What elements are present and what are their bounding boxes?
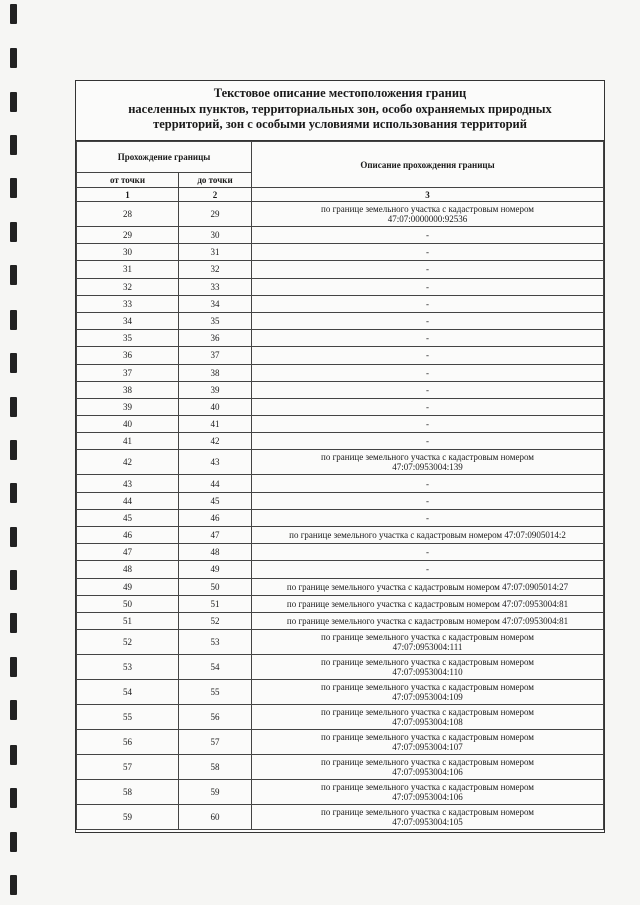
table-row — [77, 364, 604, 381]
title-line-2: населенных пунктов, территориальных зон, особо охраняемых природных — [128, 101, 552, 116]
cell-to-point: 58 — [179, 755, 252, 780]
cell-description — [252, 202, 604, 227]
cell-to-point: 55 — [179, 680, 252, 705]
cell-from-point: 56 — [77, 730, 179, 755]
cell-description — [252, 398, 604, 415]
cell-to-point: 42 — [179, 433, 252, 450]
cell-to-point: 48 — [179, 544, 252, 561]
description-text: - — [426, 367, 429, 378]
cell-from-point: 39 — [77, 398, 179, 415]
table-row — [77, 805, 604, 830]
cell-to-point: 35 — [179, 312, 252, 329]
table-row — [77, 780, 604, 805]
header-boundary-passage: Прохождение границы — [77, 142, 252, 173]
cell-description — [252, 475, 604, 492]
description-text: по границе земельного участка с кадастровым номером — [321, 806, 534, 817]
cell-description — [252, 330, 604, 347]
table-row — [77, 450, 604, 475]
binding-hole — [10, 527, 17, 547]
cell-from-point: 31 — [77, 261, 179, 278]
description-text: по границе земельного участка с кадастровым номером — [321, 706, 534, 717]
description-text: по границе земельного участка с кадастровым номером — [321, 731, 534, 742]
description-text: по границе земельного участка с кадастровым номером — [321, 756, 534, 767]
cell-to-point: 57 — [179, 730, 252, 755]
description-text: по границе земельного участка с кадастровым номером — [321, 656, 534, 667]
table-row — [77, 755, 604, 780]
description-text: - — [426, 401, 429, 412]
table-row — [77, 680, 604, 705]
cell-from-point: 34 — [77, 312, 179, 329]
binding-hole — [10, 265, 17, 285]
cell-from-point: 33 — [77, 295, 179, 312]
cadastral-number: 47:07:0953004:109 — [392, 692, 463, 703]
binding-hole — [10, 48, 17, 68]
cell-description — [252, 680, 604, 705]
description-text: - — [426, 495, 429, 506]
cell-to-point: 37 — [179, 347, 252, 364]
header-col-number-2: 2 — [179, 188, 252, 202]
cell-description — [252, 347, 604, 364]
table-row — [77, 244, 604, 261]
cell-to-point: 39 — [179, 381, 252, 398]
description-text: по границе земельного участка с кадастровым номером 47:07:0905014:27 — [286, 581, 569, 592]
cell-from-point: 32 — [77, 278, 179, 295]
cell-description — [252, 364, 604, 381]
cell-from-point: 51 — [77, 612, 179, 629]
description-text: - — [426, 333, 429, 344]
table-row — [77, 261, 604, 278]
cell-from-point: 46 — [77, 527, 179, 544]
cell-to-point: 52 — [179, 612, 252, 629]
description-text: - — [426, 384, 429, 395]
table-row — [77, 655, 604, 680]
cell-description — [252, 544, 604, 561]
description-text: - — [426, 247, 429, 258]
cell-description — [252, 655, 604, 680]
cell-from-point: 29 — [77, 227, 179, 244]
cell-to-point: 30 — [179, 227, 252, 244]
binding-hole — [10, 178, 17, 198]
cell-description — [252, 433, 604, 450]
cell-to-point: 43 — [179, 450, 252, 475]
cell-description — [252, 705, 604, 730]
cell-to-point: 50 — [179, 578, 252, 595]
table-row — [77, 612, 604, 629]
binding-hole — [10, 483, 17, 503]
cadastral-number: 47:07:0953004:139 — [392, 462, 463, 473]
cell-to-point: 51 — [179, 595, 252, 612]
cell-description — [252, 227, 604, 244]
table-body — [77, 202, 604, 830]
cell-from-point: 47 — [77, 544, 179, 561]
table-row — [77, 202, 604, 227]
cell-to-point: 53 — [179, 630, 252, 655]
cell-from-point: 44 — [77, 492, 179, 509]
binding-hole — [10, 135, 17, 155]
cell-to-point: 47 — [179, 527, 252, 544]
description-text: по границе земельного участка с кадастровым номером 47:07:0953004:81 — [286, 616, 569, 627]
cell-description — [252, 244, 604, 261]
description-text: - — [426, 436, 429, 447]
cell-to-point: 41 — [179, 416, 252, 433]
table-row — [77, 509, 604, 526]
cadastral-number: 47:07:0953004:108 — [392, 717, 463, 728]
binding-hole — [10, 92, 17, 112]
table-row — [77, 578, 604, 595]
table-row — [77, 475, 604, 492]
table-row — [77, 527, 604, 544]
table-row — [77, 492, 604, 509]
cell-description — [252, 295, 604, 312]
cell-from-point: 28 — [77, 202, 179, 227]
description-text: по границе земельного участка с кадастровым номером — [321, 781, 534, 792]
description-text: по границе земельного участка с кадастровым номером — [321, 451, 534, 462]
cell-from-point: 37 — [77, 364, 179, 381]
cell-description — [252, 416, 604, 433]
document-page — [75, 80, 605, 833]
cell-description — [252, 630, 604, 655]
cell-from-point: 59 — [77, 805, 179, 830]
description-text: по границе земельного участка с кадастровым номером — [321, 681, 534, 692]
table-row — [77, 312, 604, 329]
cell-to-point: 59 — [179, 780, 252, 805]
binding-hole — [10, 570, 17, 590]
description-text: - — [426, 564, 429, 575]
cell-description — [252, 312, 604, 329]
cell-from-point: 54 — [77, 680, 179, 705]
cadastral-number: 47:07:0953004:107 — [392, 742, 463, 753]
cell-from-point: 43 — [77, 475, 179, 492]
description-text: - — [426, 316, 429, 327]
header-from-point: от точки — [77, 173, 179, 188]
cell-description — [252, 561, 604, 578]
cell-description — [252, 755, 604, 780]
binding-hole — [10, 700, 17, 720]
description-text: по границе земельного участка с кадастровым номером 47:07:0905014:2 — [289, 530, 566, 541]
cell-from-point: 38 — [77, 381, 179, 398]
cadastral-number: 47:07:0953004:106 — [392, 767, 463, 778]
table-row — [77, 347, 604, 364]
description-text: - — [426, 350, 429, 361]
cell-to-point: 29 — [179, 202, 252, 227]
cell-to-point: 40 — [179, 398, 252, 415]
header-col-number-1: 1 — [77, 188, 179, 202]
table-row — [77, 381, 604, 398]
cell-from-point: 48 — [77, 561, 179, 578]
table-row — [77, 330, 604, 347]
description-text: - — [426, 547, 429, 558]
binding-hole — [10, 222, 17, 242]
table-row — [77, 416, 604, 433]
cell-from-point: 45 — [77, 509, 179, 526]
description-text: - — [426, 264, 429, 275]
cell-from-point: 57 — [77, 755, 179, 780]
binding-holes — [0, 0, 30, 905]
binding-hole — [10, 4, 17, 24]
cell-to-point: 60 — [179, 805, 252, 830]
description-text: по границе земельного участка с кадастровым номером — [321, 631, 534, 642]
cell-description — [252, 527, 604, 544]
cell-description — [252, 492, 604, 509]
cell-to-point: 45 — [179, 492, 252, 509]
header-to-point: до точки — [179, 173, 252, 188]
binding-hole — [10, 397, 17, 417]
cell-description — [252, 595, 604, 612]
cell-from-point: 36 — [77, 347, 179, 364]
description-text: по границе земельного участка с кадастровым номером 47:07:0953004:81 — [286, 598, 569, 609]
description-text: - — [426, 298, 429, 309]
table-row — [77, 398, 604, 415]
cell-description — [252, 578, 604, 595]
cadastral-number: 47:07:0000000:92536 — [387, 214, 468, 224]
cell-from-point: 49 — [77, 578, 179, 595]
description-text: - — [426, 512, 429, 523]
cell-from-point: 52 — [77, 630, 179, 655]
cell-to-point: 46 — [179, 509, 252, 526]
description-text: - — [426, 281, 429, 292]
cell-from-point: 41 — [77, 433, 179, 450]
description-text: по границе земельного участка с кадастровым номером — [321, 203, 534, 214]
table-row — [77, 295, 604, 312]
cadastral-number: 47:07:0953004:110 — [392, 667, 463, 678]
cell-to-point: 34 — [179, 295, 252, 312]
table-row — [77, 595, 604, 612]
cell-from-point: 35 — [77, 330, 179, 347]
header-col-number-3: 3 — [252, 188, 604, 202]
table-row — [77, 705, 604, 730]
cell-to-point: 44 — [179, 475, 252, 492]
cell-to-point: 54 — [179, 655, 252, 680]
cell-description — [252, 805, 604, 830]
title-line-1: Текстовое описание местоположения границ — [213, 86, 467, 100]
binding-hole — [10, 832, 17, 852]
cell-to-point: 49 — [179, 561, 252, 578]
cell-from-point: 40 — [77, 416, 179, 433]
cell-description — [252, 261, 604, 278]
table-row — [77, 630, 604, 655]
cell-description — [252, 612, 604, 629]
binding-hole — [10, 613, 17, 633]
table-row — [77, 561, 604, 578]
cell-from-point: 58 — [77, 780, 179, 805]
cadastral-number: 47:07:0953004:111 — [392, 642, 463, 653]
cell-description — [252, 381, 604, 398]
cell-from-point: 30 — [77, 244, 179, 261]
table-row — [77, 278, 604, 295]
binding-hole — [10, 657, 17, 677]
cell-to-point: 32 — [179, 261, 252, 278]
cadastral-number: 47:07:0953004:106 — [392, 792, 463, 803]
description-text: - — [426, 478, 429, 489]
binding-hole — [10, 745, 17, 765]
binding-hole — [10, 788, 17, 808]
cell-to-point: 38 — [179, 364, 252, 381]
cell-to-point: 33 — [179, 278, 252, 295]
table-row — [77, 730, 604, 755]
description-text: - — [426, 419, 429, 430]
title-line-3: территорий, зон с особыми условиями использования территорий — [153, 117, 527, 131]
binding-hole — [10, 875, 17, 895]
boundary-table — [76, 141, 604, 830]
cell-from-point: 53 — [77, 655, 179, 680]
cadastral-number: 47:07:0953004:105 — [392, 817, 463, 828]
description-text: - — [426, 230, 429, 241]
table-row — [77, 544, 604, 561]
table-row — [77, 227, 604, 244]
cell-from-point: 42 — [77, 450, 179, 475]
cell-from-point: 50 — [77, 595, 179, 612]
cell-from-point: 55 — [77, 705, 179, 730]
binding-hole — [10, 310, 17, 330]
cell-to-point: 56 — [179, 705, 252, 730]
document-title — [76, 81, 604, 141]
binding-hole — [10, 440, 17, 460]
table-row — [77, 433, 604, 450]
cell-to-point: 31 — [179, 244, 252, 261]
cell-description — [252, 278, 604, 295]
header-description: Описание прохождения границы — [252, 142, 604, 188]
cell-description — [252, 730, 604, 755]
cell-description — [252, 509, 604, 526]
cell-to-point: 36 — [179, 330, 252, 347]
binding-hole — [10, 353, 17, 373]
cell-description — [252, 450, 604, 475]
cell-description — [252, 780, 604, 805]
